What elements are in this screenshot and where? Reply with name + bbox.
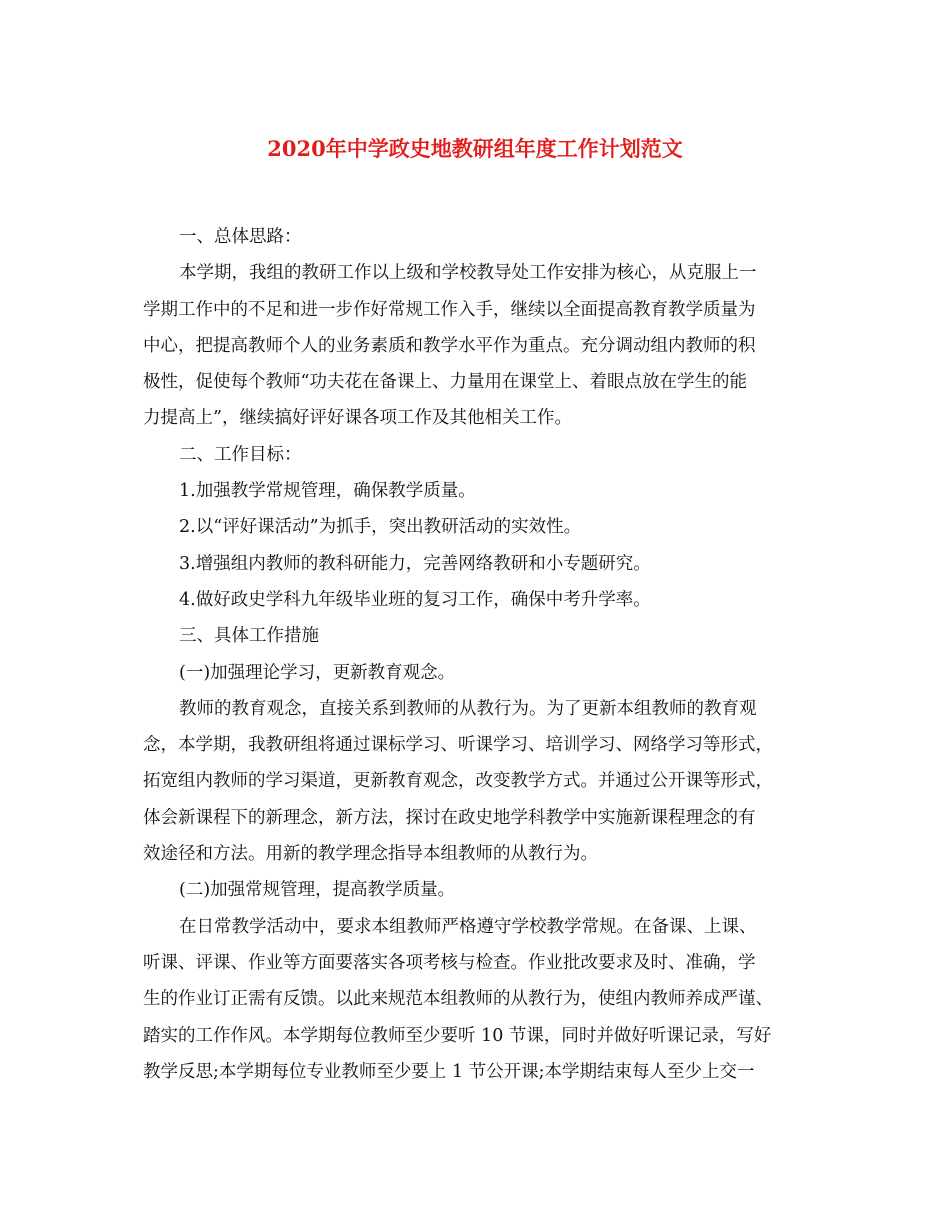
body-line: 4.做好政史学科九年级毕业班的复习工作，确保中考升学率。 <box>179 589 651 610</box>
body-line: 3.增强组内教师的教科研能力，完善网络教研和小专题研究。 <box>179 553 651 574</box>
body-line: 学期工作中的不足和进一步作好常规工作入手，继续以全面提高教育教学质量为 <box>143 299 756 320</box>
body-line: 体会新课程下的新理念，新方法，探讨在政史地学科教学中实施新课程理念的有 <box>143 807 756 828</box>
body-line: (二)加强常规管理，提高教学质量。 <box>179 880 456 901</box>
body-line: 极性，促使每个教师“功夫花在备课上、力量用在课堂上、着眼点放在学生的能 <box>143 372 747 393</box>
body-line: 教师的教育观念，直接关系到教师的从教行为。为了更新本组教师的教育观 <box>179 698 757 719</box>
body-line: (一)加强理论学习，更新教育观念。 <box>179 662 456 683</box>
body-line: 2.以“评好课活动”为抓手，突出教研活动的实效性。 <box>179 517 582 538</box>
body-line: 听课、评课、作业等方面要落实各项考核与检查。作业批改要求及时、准确，学 <box>143 952 756 973</box>
body-line: 效途径和方法。用新的教学理念指导本组教师的从教行为。 <box>143 844 598 865</box>
body-line: 生的作业订正需有反馈。以此来规范本组教师的从教行为，使组内教师养成严谨、 <box>143 989 773 1010</box>
body-line: 教学反思;本学期每位专业教师至少要上 1 节公开课;本学期结束每人至少上交一 <box>143 1061 755 1082</box>
body-line: 本学期，我组的教研工作以上级和学校教导处工作安排为核心，从克服上一 <box>179 263 757 284</box>
body-line: 中心，把提高教师个人的业务素质和教学水平作为重点。充分调动组内教师的积 <box>143 335 756 356</box>
document-title: 2020年中学政史地教研组年度工作计划范文 <box>267 136 683 161</box>
body-line: 踏实的工作作风。本学期每位教师至少要听 10 节课，同时并做好听课记录，写好 <box>143 1025 772 1046</box>
body-line: 在日常教学活动中，要求本组教师严格遵守学校教学常规。在备课、上课、 <box>179 916 757 937</box>
body-line: 念，本学期，我教研组将通过课标学习、听课学习、培训学习、网络学习等形式， <box>143 735 773 756</box>
body-line: 一、总体思路： <box>179 227 302 247</box>
body-line: 二、工作目标： <box>179 444 302 465</box>
body-line: 拓宽组内教师的学习渠道，更新教育观念，改变教学方式。并通过公开课等形式， <box>143 771 773 792</box>
body-line: 三、具体工作措施 <box>179 626 319 647</box>
body-line: 1.加强教学常规管理，确保教学质量。 <box>179 481 476 502</box>
body-line: 力提高上”，继续搞好评好课各项工作及其他相关工作。 <box>143 408 572 429</box>
document-body <box>143 219 803 1090</box>
